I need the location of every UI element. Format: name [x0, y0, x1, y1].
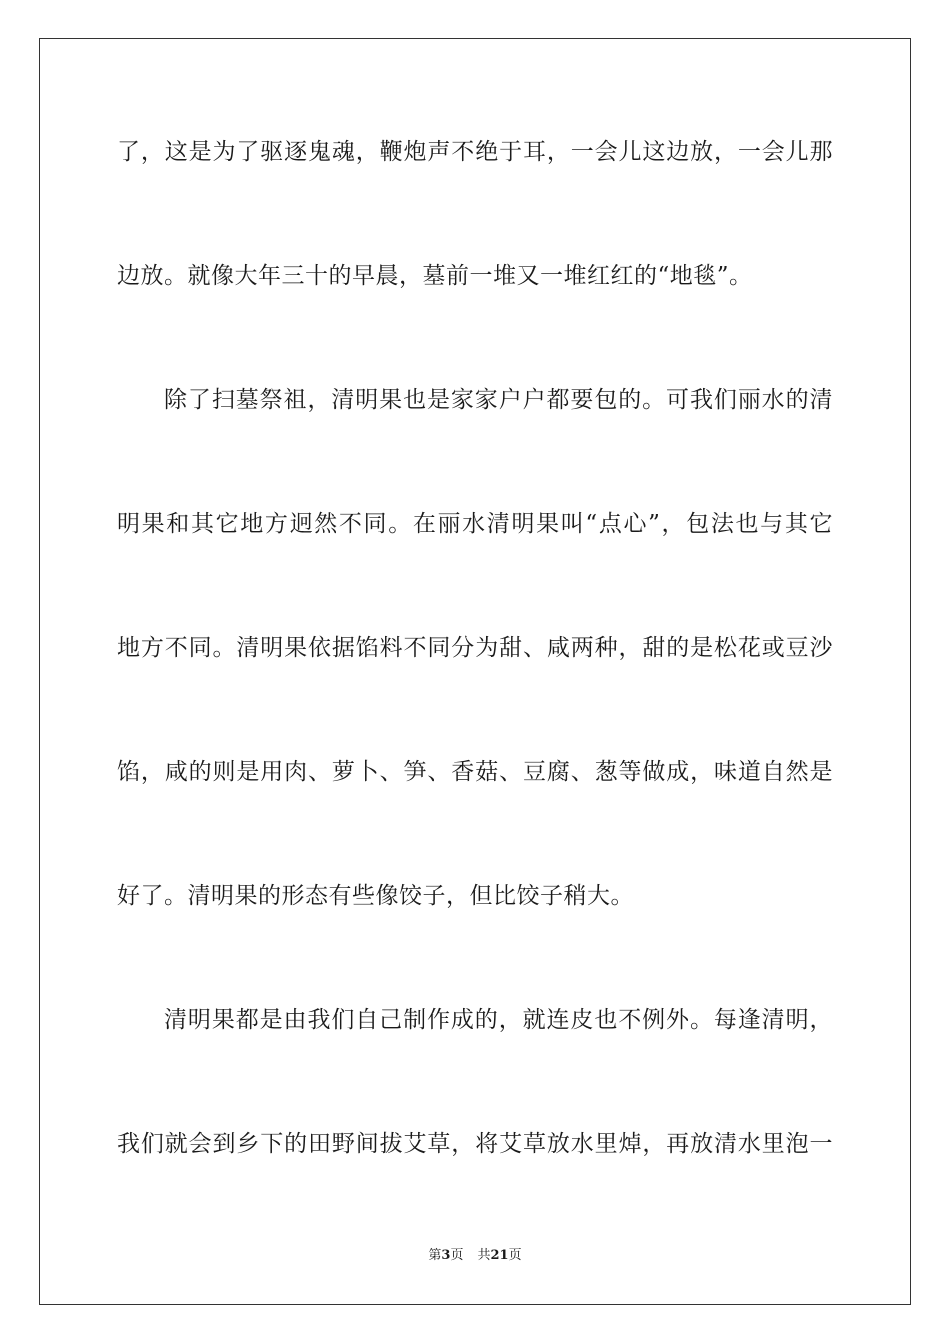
text-line-4: 明果和其它地方迥然不同。在丽水清明果叫“点心”，包法也与其它 — [117, 511, 833, 537]
text-line-2: 边放。就像大年三十的早晨，墓前一堆又一堆红红的“地毯”。 — [117, 263, 753, 289]
paragraph-start-line-3: 除了扫墓祭祖，清明果也是家家户户都要包的。可我们丽水的清 — [164, 387, 833, 413]
page-footer — [0, 1247, 950, 1265]
text-line-9: 我们就会到乡下的田野间拔艾草，将艾草放水里焯，再放清水里泡一 — [117, 1131, 833, 1157]
paragraph-start-line-8: 清明果都是由我们自己制作成的，就连皮也不例外。每逢清明， — [164, 1007, 833, 1033]
total-prefix: 共 — [477, 1248, 491, 1263]
page-suffix: 页 — [450, 1248, 464, 1263]
total-suffix: 页 — [508, 1248, 522, 1263]
page-number: 3 — [441, 1248, 451, 1263]
total-pages: 21 — [490, 1248, 509, 1263]
text-line-6: 馅，咸的则是用肉、萝卜、笋、香菇、豆腐、葱等做成，味道自然是 — [117, 759, 833, 785]
text-line-5: 地方不同。清明果依据馅料不同分为甜、咸两种，甜的是松花或豆沙 — [117, 635, 833, 661]
text-line-1: 了，这是为了驱逐鬼魂，鞭炮声不绝于耳，一会儿这边放，一会儿那 — [117, 139, 833, 165]
page-prefix: 第 — [428, 1248, 442, 1263]
text-line-7: 好了。清明果的形态有些像饺子，但比饺子稍大。 — [117, 883, 634, 909]
page-frame — [39, 38, 911, 1305]
